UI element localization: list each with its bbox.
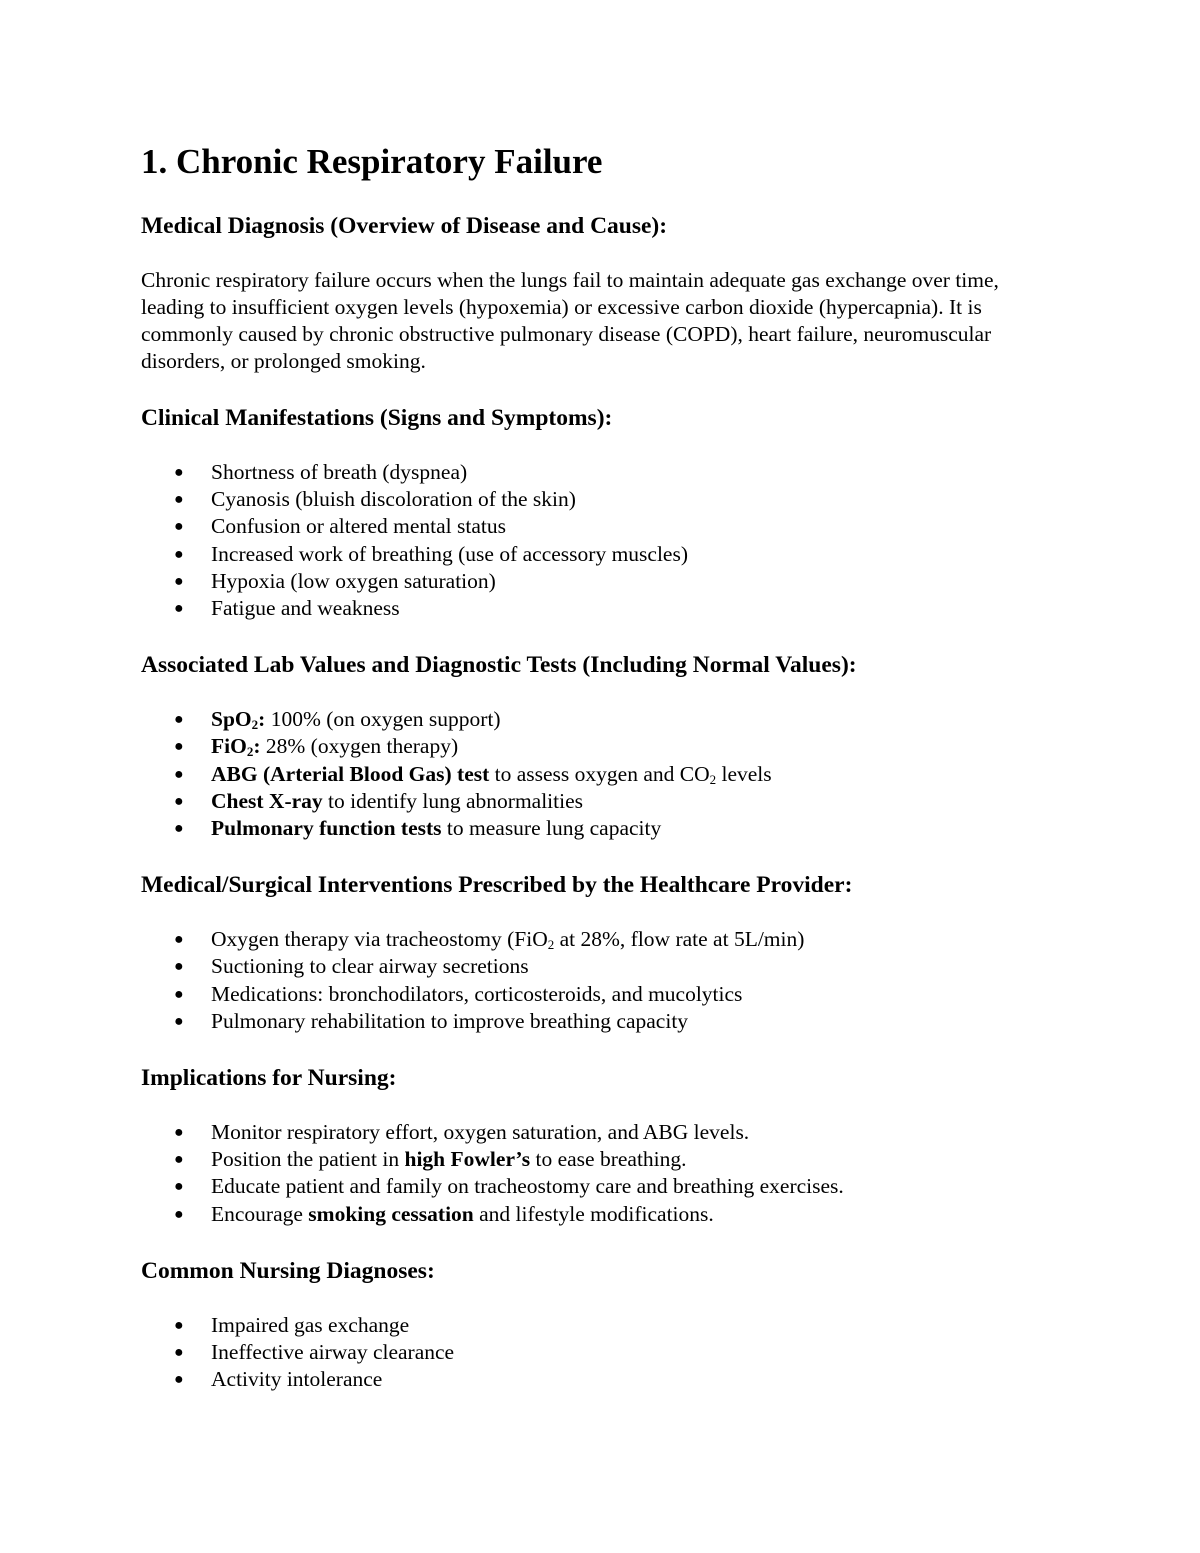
lab-name: Chest X-ray: [211, 788, 323, 813]
bullet-icon: ●: [174, 1151, 184, 1169]
bullet-icon: ●: [174, 600, 184, 618]
bullet-icon: ●: [174, 1124, 184, 1142]
bullet-icon: ●: [174, 1178, 184, 1196]
list-item: [141, 788, 1051, 815]
list-item: [141, 706, 1051, 733]
list-item-text: Oxygen therapy via tracheostomy (FiO: [211, 927, 548, 952]
subscript: 2: [709, 771, 717, 787]
list-item: [141, 1339, 1051, 1366]
list-item-text: Activity intolerance: [211, 1367, 383, 1392]
list-item: [141, 1146, 1051, 1173]
page-title: 1. Chronic Respiratory Failure: [141, 142, 603, 181]
list-item-text-end: to ease breathing.: [530, 1147, 687, 1172]
section-heading-diagnosis: Medical Diagnosis (Overview of Disease and Cause):: [141, 213, 668, 239]
lab-name: FiO: [211, 734, 247, 759]
list-item-text: Pulmonary rehabilitation to improve breathing capacity: [211, 1008, 689, 1033]
list-item-text: Fatigue and weakness: [211, 596, 400, 621]
lab-name: SpO: [211, 707, 252, 732]
list-item-text-end: and lifestyle modifications.: [473, 1201, 714, 1226]
list-item-text-end: at 28%, flow rate at 5L/min): [554, 927, 805, 952]
emphasis-text: smoking cessation: [308, 1201, 474, 1226]
lab-colon: :: [258, 707, 266, 732]
nursing-list: [141, 1119, 1051, 1228]
bullet-icon: ●: [174, 1316, 184, 1334]
list-item-text: Encourage: [211, 1201, 309, 1226]
section-heading-interventions: Medical/Surgical Interventions Prescribed by the Healthcare Provider:: [141, 872, 853, 899]
list-item: [141, 1119, 1051, 1146]
lab-description: to identify lung abnormalities: [322, 788, 584, 813]
bullet-icon: ●: [174, 464, 184, 481]
lab-description: to measure lung capacity: [441, 816, 662, 841]
list-item-text: Monitor respiratory effort, oxygen saturation, and ABG levels.: [211, 1120, 750, 1145]
bullet-icon: ●: [174, 1371, 184, 1389]
list-item: [141, 926, 1051, 953]
list-item-text: Cyanosis (bluish discoloration of the skin): [211, 487, 576, 512]
bullet-icon: ●: [174, 1205, 184, 1223]
lab-colon: :: [253, 734, 261, 759]
list-item-text: Ineffective airway clearance: [211, 1340, 455, 1365]
list-item: [141, 761, 1051, 788]
list-item: [141, 568, 1051, 595]
list-item-text: Increased work of breathing (use of accessory muscles): [211, 541, 688, 566]
section-heading-labs: Associated Lab Values and Diagnostic Tests (Including Normal Values):: [141, 652, 857, 679]
section-heading-nursing: Implications for Nursing:: [141, 1065, 397, 1092]
list-item-text: Shortness of breath (dyspnea): [211, 460, 468, 484]
list-item: [141, 1008, 1051, 1035]
bullet-icon: ●: [174, 1012, 184, 1030]
section-heading-diagnoses: Common Nursing Diagnoses:: [141, 1257, 435, 1284]
bullet-icon: ●: [174, 820, 184, 838]
subscript: 2: [251, 717, 259, 733]
lab-value: 28% (oxygen therapy): [260, 734, 459, 759]
list-item: [141, 459, 1051, 486]
list-item: [141, 1312, 1051, 1339]
lab-description: to assess oxygen and CO: [489, 761, 710, 786]
list-item: [141, 1366, 1051, 1393]
lab-value: 100% (on oxygen support): [265, 707, 501, 732]
bullet-icon: ●: [174, 958, 184, 976]
diagnosis-paragraph: Chronic respiratory failure occurs when the lungs fail to maintain adequate gas exchange over time, leading to insufficient oxygen levels (hypoxemia) or excessive carbon dioxide (hypercapnia). It is commonly caused by chronic obstructive pulmonary disease (COPD), heart failure, neuromuscular disorders, or prolonged smoking.: [141, 268, 999, 373]
bullet-icon: ●: [174, 711, 184, 729]
list-item-text: Hypoxia (low oxygen saturation): [211, 568, 496, 593]
bullet-icon: ●: [174, 738, 184, 756]
bullet-icon: ●: [174, 545, 184, 563]
diagnoses-list: [141, 1312, 1051, 1394]
document-page: [141, 140, 1051, 1393]
list-item-text: Suctioning to clear airway secretions: [211, 954, 529, 979]
bullet-icon: ●: [174, 518, 184, 536]
lab-name: Pulmonary function tests: [211, 816, 442, 841]
list-item-text: Educate patient and family on tracheostomy care and breathing exercises.: [211, 1174, 844, 1199]
subscript: 2: [547, 937, 555, 953]
list-item: [141, 981, 1051, 1008]
labs-list: [141, 706, 1051, 842]
bullet-icon: ●: [174, 985, 184, 1003]
section-heading-manifestations: Clinical Manifestations (Signs and Symptoms):: [141, 405, 613, 431]
bullet-icon: ●: [174, 1344, 184, 1362]
bullet-icon: ●: [174, 765, 184, 783]
subscript: 2: [246, 744, 254, 760]
list-item-text: Medications: bronchodilators, corticosteroids, and mucolytics: [211, 981, 743, 1006]
manifestations-list: [141, 459, 1051, 622]
list-item: [141, 815, 1051, 842]
list-item: [141, 1173, 1051, 1200]
list-item: [141, 541, 1051, 568]
list-item: [141, 1201, 1051, 1228]
bullet-icon: ●: [174, 931, 184, 949]
bullet-icon: ●: [174, 792, 184, 810]
list-item-text: Impaired gas exchange: [211, 1312, 410, 1337]
lab-name: ABG (Arterial Blood Gas) test: [211, 761, 490, 786]
list-item: [141, 595, 1051, 622]
list-item: [141, 953, 1051, 980]
list-item: [141, 486, 1051, 513]
emphasis-text: high Fowler’s: [404, 1147, 531, 1172]
lab-description-end: levels: [716, 761, 772, 786]
list-item: [141, 733, 1051, 760]
interventions-list: [141, 926, 1051, 1035]
bullet-icon: ●: [174, 491, 184, 509]
list-item-text: Position the patient in: [211, 1147, 405, 1172]
list-item-text: Confusion or altered mental status: [211, 514, 506, 539]
list-item: [141, 513, 1051, 540]
bullet-icon: ●: [174, 572, 184, 590]
